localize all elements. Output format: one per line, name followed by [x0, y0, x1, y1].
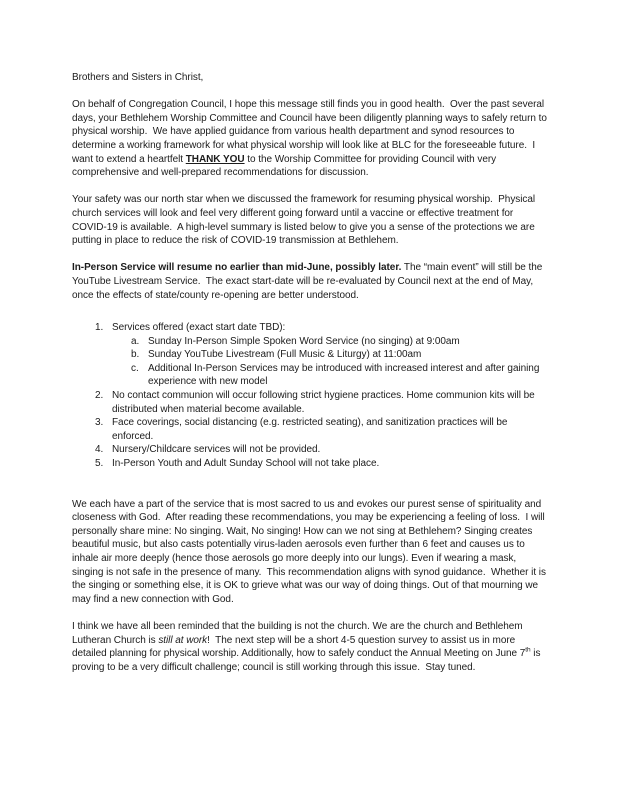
- paragraph: [72, 71, 548, 85]
- paragraph: [72, 98, 548, 180]
- list-item: [95, 457, 548, 471]
- text-run: The “main event” will still be the YouTube Livestream Service. The exact start-date will be re-evaluated by Council next at the end of May, once the effects of state/county re-opening are better understood.: [72, 262, 545, 301]
- text-run: I think we have all been reminded that the building is not the church. We are the church and Bethlehem Lutheran Church is: [72, 620, 526, 646]
- document-body: [72, 71, 548, 674]
- paragraph: [72, 498, 548, 607]
- numbered-list: [131, 335, 548, 389]
- list-item: [131, 335, 548, 349]
- text-run: Brothers and Sisters in Christ,: [72, 72, 204, 83]
- text-run: No contact communion will occur following strict hygiene practices. Home communion kits will be distributed when material become available.: [112, 390, 538, 415]
- text-run: THANK YOU: [185, 153, 245, 165]
- numbered-list: [95, 321, 548, 471]
- paragraph: [72, 261, 548, 302]
- text-run: th: [525, 646, 531, 654]
- text-run: to the Worship Committee for providing Council with very comprehensive and well-prepared recommendations for discussion.: [72, 153, 499, 179]
- list-marker: 2.: [95, 390, 104, 402]
- list-item-text: [112, 443, 548, 457]
- list-item-text: [112, 389, 548, 416]
- text-run: Nursery/Childcare services will not be provided.: [112, 444, 321, 456]
- list-item-text: [112, 457, 548, 471]
- list-item: [95, 389, 548, 416]
- text-run: is proving to be a very difficult challenge; council is still working through this issue. Stay tuned.: [72, 648, 544, 673]
- list-item: [131, 362, 548, 389]
- text-run: In-Person Youth and Adult Sunday School will not take place.: [112, 458, 380, 470]
- list-item-text: [148, 348, 548, 362]
- list-item-text: [148, 335, 548, 349]
- text-run: Sunday YouTube Livestream (Full Music & Liturgy) at 11:00am: [148, 349, 422, 361]
- text-run: Additional In-Person Services may be introduced with increased interest and after gaining experience with new model: [148, 362, 543, 388]
- text-run: Services offered (exact start date TBD):: [112, 322, 286, 334]
- text-run: On behalf of Congregation Council, I hope this message still finds you in good health. Over the past several days, your Bethlehem Worship Committee and Council have been diligently planning ways to safely return to physical worship. We have applied guidance from various health department and synod resources to determine a working framework for what physical worship will look like at BLC for the foreseeable future. I want to extend a heartfelt: [72, 99, 550, 165]
- text-run: still at work: [158, 634, 208, 646]
- text-run: In-Person Service will resume no earlier than mid-June, possibly later.: [72, 262, 402, 274]
- text-run: Sunday In-Person Simple Spoken Word Service (no singing) at 9:00am: [148, 335, 460, 347]
- list-marker: 5.: [95, 458, 104, 470]
- list-marker: c.: [131, 362, 139, 374]
- list-item: [95, 443, 548, 457]
- text-run: Your safety was our north star when we discussed the framework for resuming physical worship. Physical church services will look and feel very different going forward until a vaccine or effective treatment for COVID-19 is available. A high-level summary is listed below to give you a sense of the protections we are putting in place to reduce the risk of COVID-19 transmission at Bethlehem.: [72, 194, 538, 247]
- paragraph: [72, 620, 548, 674]
- list-marker: 3.: [95, 417, 104, 429]
- list-item-text: [112, 321, 548, 389]
- text-run: Face coverings, social distancing (e.g. restricted seating), and sanitization practices will be enforced.: [112, 417, 511, 442]
- list-marker: a.: [131, 335, 140, 347]
- list-marker: 4.: [95, 444, 104, 456]
- list-item-text: [112, 416, 548, 443]
- text-run: ! The next step will be a short 4-5 question survey to assist us in more detailed planning for physical worship. Additionally, how to safely conduct the Annual Meeting on June 7: [72, 634, 526, 660]
- list-item: [95, 416, 548, 443]
- list-marker: 1.: [95, 322, 104, 334]
- list-item-text: [148, 362, 548, 389]
- text-run: We each have a part of the service that is most sacred to us and evokes our purest sense of spirituality and closeness with God. After reading these recommendations, you may be experiencing a feeling of loss. I will personally share mine: No singing. Wait, No singing! How can we not sing at Bethlehem? Singing creates beautiful music, but also casts potentially virus-laden aerosols even further than 6 feet and causes us to inhale air more deeply (hence those aerosols go more deeply into our lungs). Even if wearing a mask, singing is not safe in the presence of many. This recommendation aligns with synod guidance. Whether it is the singing or something else, it is OK to grieve what was our way of doing things. Out of that mourning we may find a new connection with God.: [72, 498, 549, 605]
- paragraph: [72, 193, 548, 247]
- list-marker: b.: [131, 349, 140, 361]
- list-item: [131, 348, 548, 362]
- list-item: [95, 321, 548, 389]
